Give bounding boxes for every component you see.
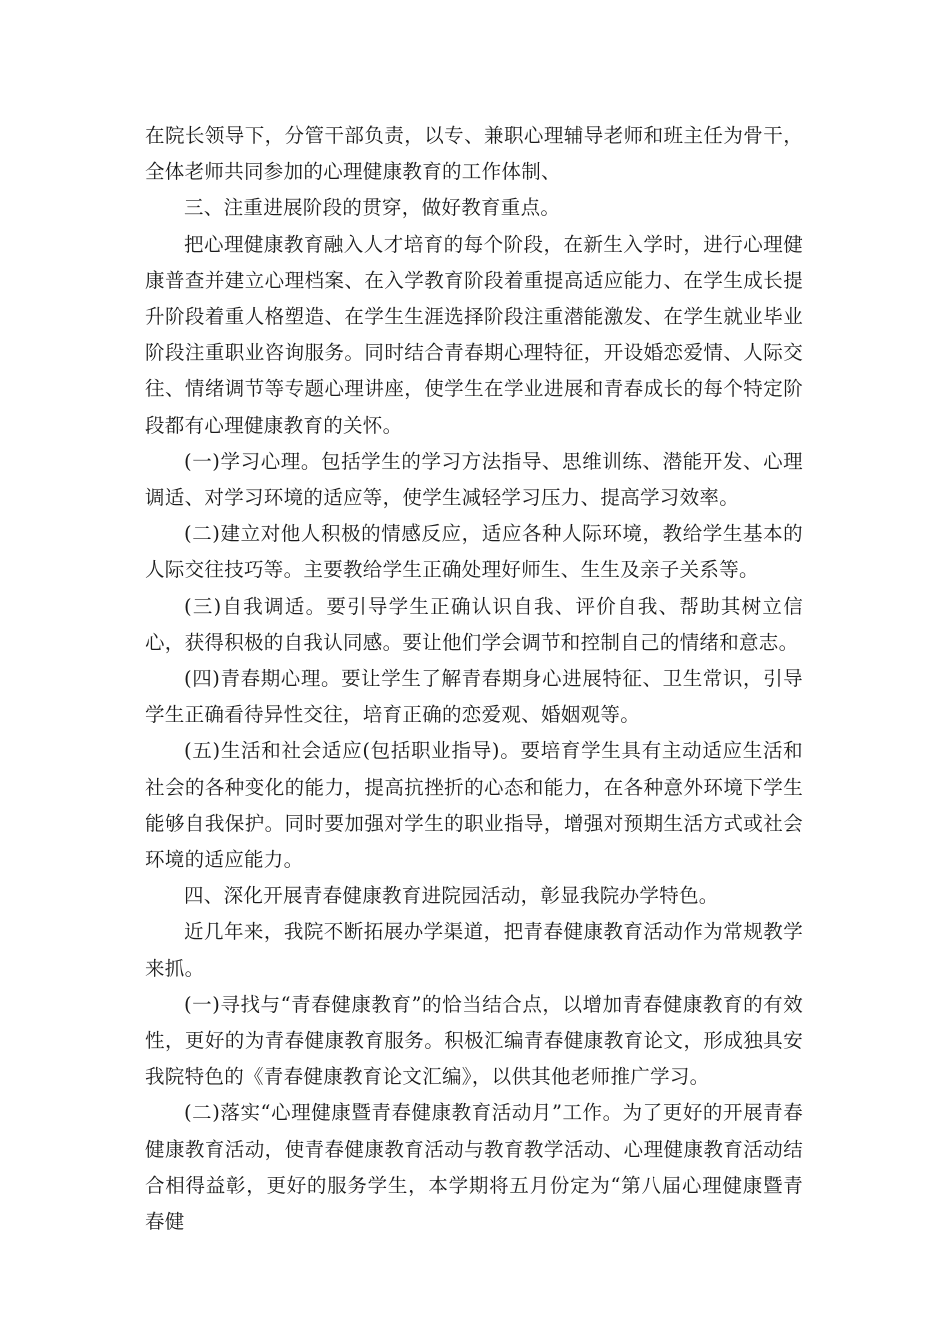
section-heading-three: 三、注重进展阶段的贯穿，做好教育重点。 xyxy=(184,196,561,220)
paragraph: 把心理健康教育融入人才培育的每个阶段，在新生入学时，进行心理健康普查并建立心理档案、在入学教育阶段着重提高适应能力、在学生成长提升阶段着重人格塑造、在学生生涯选择阶段注重潜能激发、在学生就业毕业阶段注重职业咨询服务。同时结合青春期心理特征，开设婚恋爱情、人际交往、情绪调节等专题心理讲座，使学生在学业进展和青春成长的每个特定阶段都有心理健康教育的关怀。 xyxy=(145,232,803,437)
list-item-combination-point: (一)寻找与“青春健康教育”的恰当结合点，以增加青春健康教育的有效性，更好的为青春健康教育服务。积极汇编青春健康教育论文，形成独具安我院特色的《青春健康教育论文汇编》，以供其他老师推广学习。 xyxy=(145,992,803,1089)
paragraph-continuation: 在院长领导下，分管干部负责，以专、兼职心理辅导老师和班主任为骨干，全体老师共同参加的心理健康教育的工作体制、 xyxy=(145,124,803,184)
list-item-self-adjustment: (三)自我调适。要引导学生正确认识自我、评价自我、帮助其树立信心，获得积极的自我认同感。要让他们学会调节和控制自己的情绪和意志。 xyxy=(145,594,803,654)
list-item-study-psychology: (一)学习心理。包括学生的学习方法指导、思维训练、潜能开发、心理调适、对学习环境的适应等，使学生减轻学习压力、提高学习效率。 xyxy=(145,449,803,510)
list-item-social-adaptation: (五)生活和社会适应(包括职业指导)。要培育学生具有主动适应生活和社会的各种变化的能力，提高抗挫折的心态和能力，在各种意外环境下学生能够自我保护。同时要加强对学生的职业指导，增强对预期生活方式或社会环境的适应能力。 xyxy=(145,739,803,872)
paragraph: 近几年来，我院不断拓展办学渠道，把青春健康教育活动作为常规教学来抓。 xyxy=(145,920,803,980)
document-body xyxy=(145,118,803,1240)
list-item-adolescence: (四)青春期心理。要让学生了解青春期身心进展特征、卫生常识，引导学生正确看待异性交往，培育正确的恋爱观、婚姻观等。 xyxy=(145,667,803,727)
section-heading-four: 四、深化开展青春健康教育进院园活动，彰显我院办学特色。 xyxy=(184,884,719,908)
list-item-interpersonal: (二)建立对他人积极的情感反应，适应各种人际环境，教给学生基本的人际交往技巧等。主要教给学生正确处理好师生、生生及亲子关系等。 xyxy=(145,522,803,582)
list-item-activity-month: (二)落实“心理健康暨青春健康教育活动月”工作。为了更好的开展青春健康教育活动，使青春健康教育活动与教育教学活动、心理健康教育活动结合相得益彰，更好的服务学生，本学期将五月份定为“第八届心理健康暨青春健 xyxy=(145,1101,803,1234)
